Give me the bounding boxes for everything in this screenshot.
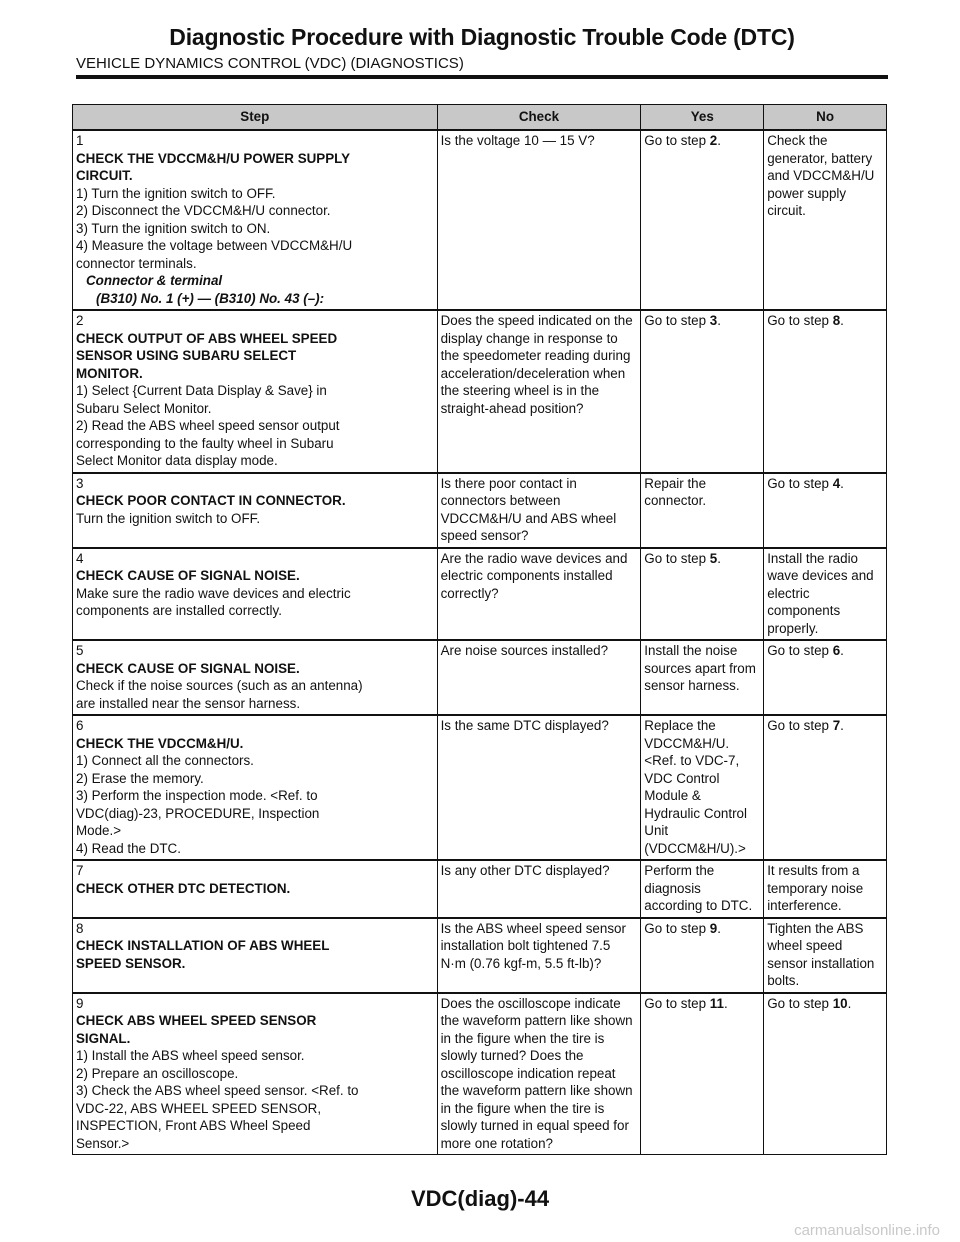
check-cell: Is the ABS wheel speed sensor installation bolt tightened 7.5 N·m (0.76 kgf-m, 5.5 ft-lb)? — [437, 918, 641, 993]
step-number: 4 — [76, 550, 84, 566]
step-instruction: 1) Install the ABS wheel speed sensor. — [76, 1048, 305, 1063]
no-text: Go to step — [767, 995, 833, 1011]
no-step-number: 10 — [832, 995, 848, 1011]
check-cell: Does the oscilloscope indicate the waveform pattern like shown in the figure when the tire is slowly turned? Does the oscilloscope indication repeat the waveform pattern like shown in the figure when the tire is slowly turned in equal speed for more one rotation? — [437, 993, 641, 1155]
no-step-number: 8 — [832, 313, 841, 328]
step-cell — [73, 860, 438, 918]
yes-cell — [641, 548, 764, 641]
check-cell: Are noise sources installed? — [437, 640, 641, 715]
yes-text: Install the noise sources apart from sensor harness. — [644, 643, 756, 693]
step-instruction: Turn the ignition switch to OFF. — [76, 510, 261, 526]
step-title: CHECK THE VDCCM&H/U POWER SUPPLY CIRCUIT. — [76, 150, 350, 183]
step-body — [76, 937, 366, 972]
yes-text-end: . — [717, 550, 721, 566]
step-number: 7 — [76, 863, 84, 878]
no-cell — [764, 310, 887, 473]
yes-text-end: . — [717, 920, 721, 936]
check-cell: Are the radio wave devices and electric components installed correctly? — [437, 548, 641, 641]
yes-cell — [641, 860, 764, 918]
connector-terminal-title: Connector & terminal — [86, 273, 223, 288]
no-cell — [764, 473, 887, 548]
yes-cell — [641, 715, 764, 860]
no-text: Go to step — [767, 643, 833, 658]
no-step-number: 6 — [832, 643, 841, 658]
no-text: Go to step — [767, 718, 833, 733]
step-instruction: 1) Connect all the connectors. — [76, 753, 254, 768]
step-number: 3 — [76, 475, 84, 491]
no-step-number: 7 — [832, 718, 841, 733]
yes-text-end: . — [717, 133, 721, 148]
yes-text: Go to step — [644, 995, 710, 1011]
watermark: carmanualsonline.info — [794, 1222, 940, 1239]
yes-step-number: 5 — [709, 550, 718, 566]
no-cell — [764, 860, 887, 918]
no-cell — [764, 548, 887, 641]
yes-text: Repair the connector. — [644, 475, 707, 508]
check-cell: Is the voltage 10 — 15 V? — [437, 130, 641, 310]
step-title: CHECK CAUSE OF SIGNAL NOISE. — [76, 568, 300, 583]
table-row — [73, 715, 887, 860]
yes-text: Perform the diagnosis according to DTC. — [644, 863, 753, 913]
yes-text: Replace the VDCCM&H/U. <Ref. to VDC-7, VDC Control Module & Hydraulic Control Unit (VDCCM&H/U).> — [644, 718, 747, 856]
step-title: CHECK OTHER DTC DETECTION. — [76, 880, 291, 896]
step-title: CHECK OUTPUT OF ABS WHEEL SPEED SENSOR USING SUBARU SELECT MONITOR. — [76, 330, 338, 381]
no-text-end: . — [840, 313, 844, 328]
step-instruction: 1) Select {Current Data Display & Save} in Subaru Select Monitor. — [76, 383, 327, 416]
step-instruction: 2) Read the ABS wheel speed sensor output corresponding to the faulty wheel in Subaru Select Monitor data display mode. — [76, 418, 340, 468]
step-cell — [73, 715, 438, 860]
no-text-end: . — [840, 475, 844, 491]
header-check: Check — [437, 105, 641, 131]
no-cell — [764, 715, 887, 860]
check-cell: Is the same DTC displayed? — [437, 715, 641, 860]
yes-step-number: 3 — [709, 313, 718, 328]
yes-cell — [641, 918, 764, 993]
no-text-end: . — [840, 718, 844, 733]
header-rule — [76, 75, 888, 79]
step-cell — [73, 473, 438, 548]
step-instruction: 3) Check the ABS wheel speed sensor. <Ref. to VDC-22, ABS WHEEL SPEED SENSOR, INSPECTION, Front ABS Wheel Speed Sensor.> — [76, 1083, 359, 1151]
step-number: 8 — [76, 920, 84, 936]
header-yes: Yes — [641, 105, 764, 131]
yes-cell — [641, 473, 764, 548]
step-instruction: 1) Turn the ignition switch to OFF. — [76, 185, 276, 201]
step-body — [76, 880, 366, 898]
step-body — [76, 735, 366, 858]
no-text-end: . — [840, 643, 844, 658]
yes-cell — [641, 310, 764, 473]
step-instruction: 4) Read the DTC. — [76, 840, 181, 856]
step-body — [76, 150, 366, 308]
yes-text: Go to step — [644, 550, 710, 566]
step-instruction: 4) Measure the voltage between VDCCM&H/U connector terminals. — [76, 238, 353, 271]
step-number: 5 — [76, 643, 84, 658]
table-row — [73, 548, 887, 641]
step-instruction: 3) Turn the ignition switch to ON. — [76, 220, 271, 236]
yes-text: Go to step — [644, 313, 710, 328]
check-cell: Is there poor contact in connectors between VDCCM&H/U and ABS wheel speed sensor? — [437, 473, 641, 548]
step-instruction: Check if the noise sources (such as an antenna) are installed near the sensor harness. — [76, 678, 363, 711]
no-text: Install the radio wave devices and electric components properly. — [767, 550, 874, 636]
no-text: Tighten the ABS wheel speed sensor installation bolts. — [767, 920, 875, 988]
header-no: No — [764, 105, 887, 131]
step-body — [76, 492, 366, 527]
step-body — [76, 1012, 366, 1152]
yes-step-number: 9 — [709, 920, 718, 936]
table-row — [73, 130, 887, 310]
table-row — [73, 310, 887, 473]
no-cell — [764, 640, 887, 715]
table-header-row — [73, 105, 887, 131]
step-cell — [73, 310, 438, 473]
yes-text-end: . — [717, 313, 721, 328]
table-row — [73, 860, 887, 918]
step-number: 9 — [76, 995, 84, 1011]
step-body — [76, 330, 366, 470]
step-cell — [73, 640, 438, 715]
check-cell: Is any other DTC displayed? — [437, 860, 641, 918]
page-number: VDC(diag)-44 — [410, 1186, 550, 1211]
step-body — [76, 567, 366, 620]
step-instruction: 2) Erase the memory. — [76, 770, 204, 786]
table-row — [73, 640, 887, 715]
step-title: CHECK ABS WHEEL SPEED SENSOR SIGNAL. — [76, 1013, 317, 1046]
no-text-end: . — [847, 995, 852, 1011]
yes-cell — [641, 130, 764, 310]
step-number: 2 — [76, 313, 84, 328]
step-title: CHECK THE VDCCM&H/U. — [76, 735, 244, 751]
table-body — [73, 130, 887, 1155]
no-cell — [764, 918, 887, 993]
check-cell: Does the speed indicated on the display change in response to the speedometer reading during acceleration/deceleration when the steering wheel is in the straight-ahead position? — [437, 310, 641, 473]
step-body — [76, 660, 366, 713]
no-cell — [764, 993, 887, 1155]
page-header — [76, 24, 888, 72]
step-instruction: 2) Prepare an oscilloscope. — [76, 1065, 239, 1081]
step-title: CHECK CAUSE OF SIGNAL NOISE. — [76, 660, 300, 676]
step-number: 6 — [76, 718, 84, 733]
header-step: Step — [73, 105, 438, 131]
step-title: CHECK INSTALLATION OF ABS WHEEL SPEED SENSOR. — [76, 938, 330, 971]
page-subtitle: VEHICLE DYNAMICS CONTROL (VDC) (DIAGNOSTICS) — [76, 55, 464, 72]
yes-cell — [641, 640, 764, 715]
step-instruction: 3) Perform the inspection mode. <Ref. to VDC(diag)-23, PROCEDURE, Inspection Mode.> — [76, 788, 320, 838]
table-row — [73, 993, 887, 1155]
yes-cell — [641, 993, 764, 1155]
no-text: Check the generator, battery and VDCCM&H/U power supply circuit. — [767, 133, 875, 218]
step-cell — [73, 548, 438, 641]
no-text: Go to step — [767, 475, 833, 491]
step-cell — [73, 130, 438, 310]
table-row — [73, 473, 887, 548]
no-step-number: 4 — [832, 475, 841, 491]
step-number: 1 — [76, 133, 84, 148]
no-cell — [764, 130, 887, 310]
yes-text: Go to step — [644, 133, 710, 148]
diagnostic-table — [72, 104, 887, 1155]
yes-text: Go to step — [644, 920, 710, 936]
yes-text-end: . — [723, 995, 728, 1011]
page-title: Diagnostic Procedure with Diagnostic Trouble Code (DTC) — [169, 24, 795, 50]
step-cell — [73, 918, 438, 993]
step-instruction: 2) Disconnect the VDCCM&H/U connector. — [76, 203, 331, 218]
yes-step-number: 11 — [709, 995, 724, 1011]
connector-terminal-value: (B310) No. 1 (+) — (B310) No. 43 (–): — [96, 290, 325, 306]
table-row — [73, 918, 887, 993]
step-title: CHECK POOR CONTACT IN CONNECTOR. — [76, 493, 346, 508]
step-instruction: Make sure the radio wave devices and electric components are installed correctly. — [76, 585, 351, 618]
no-text: Go to step — [767, 313, 833, 328]
no-text: It results from a temporary noise interference. — [767, 863, 864, 913]
step-cell — [73, 993, 438, 1155]
yes-step-number: 2 — [709, 133, 718, 148]
